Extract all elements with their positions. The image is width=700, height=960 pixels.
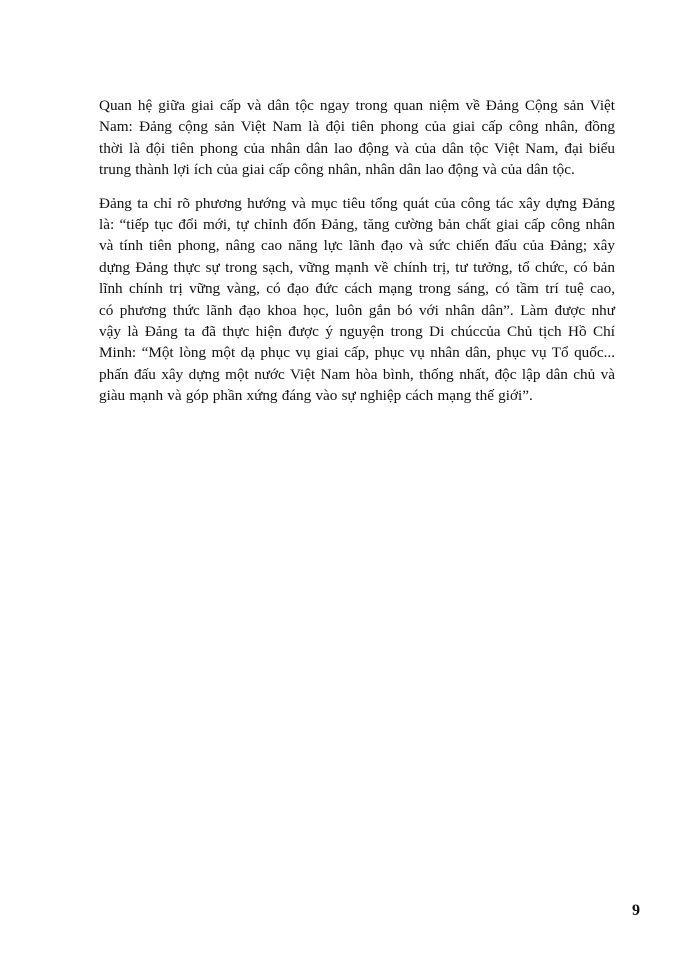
paragraph-line: thời là đội tiên phong của nhân dân lao động và của dân tộc Việt Nam, đại biểu [99, 139, 615, 157]
paragraph-line: và tính tiên phong, nâng cao năng lực lãnh đạo và sức chiến đấu của Đảng; xây [99, 237, 615, 255]
paragraph-party-building [99, 193, 615, 407]
paragraph-line: trung thành lợi ích của giai cấp công nhân, nhân dân lao động và của dân tộc. [99, 161, 575, 179]
paragraph-line: Minh: “Một lòng một dạ phục vụ giai cấp, phục vụ nhân dân, phục vụ Tổ quốc... [99, 344, 615, 362]
paragraph-class-nation-relation [99, 95, 615, 181]
paragraph-line: dựng Đảng thực sự trong sạch, vững mạnh về chính trị, tư tưởng, tổ chức, có bản [99, 258, 615, 276]
paragraph-line: Quan hệ giữa giai cấp và dân tộc ngay trong quan niệm về Đảng Cộng sản Việt [99, 97, 615, 114]
document-body [99, 95, 615, 419]
paragraph-line: phấn đấu xây dựng một nước Việt Nam hòa bình, thống nhất, độc lập dân chủ và [99, 365, 615, 383]
page-number: 9 [632, 902, 640, 919]
paragraph-line: lĩnh chính trị vững vàng, có đạo đức cách mạng trong sáng, có tầm trí tuệ cao, [99, 280, 615, 298]
paragraph-line: Đảng ta chỉ rõ phương hướng và mục tiêu tổng quát của công tác xây dựng Đảng [99, 194, 615, 212]
paragraph-line: giàu mạnh và góp phần xứng đáng vào sự nghiệp cách mạng thế giới”. [99, 387, 533, 405]
paragraph-line: Nam: Đảng cộng sản Việt Nam là đội tiên phong của giai cấp công nhân, đồng [99, 118, 615, 136]
paragraph-line: vậy là Đảng ta đã thực hiện được ý nguyện trong Di chúccủa Chủ tịch Hồ Chí [99, 323, 615, 341]
paragraph-line: là: “tiếp tục đổi mới, tự chỉnh đốn Đảng, tăng cường bản chất giai cấp công nhân [99, 216, 615, 234]
paragraph-line: có phương thức lãnh đạo khoa học, luôn gắn bó với nhân dân”. Làm được như [99, 301, 615, 319]
